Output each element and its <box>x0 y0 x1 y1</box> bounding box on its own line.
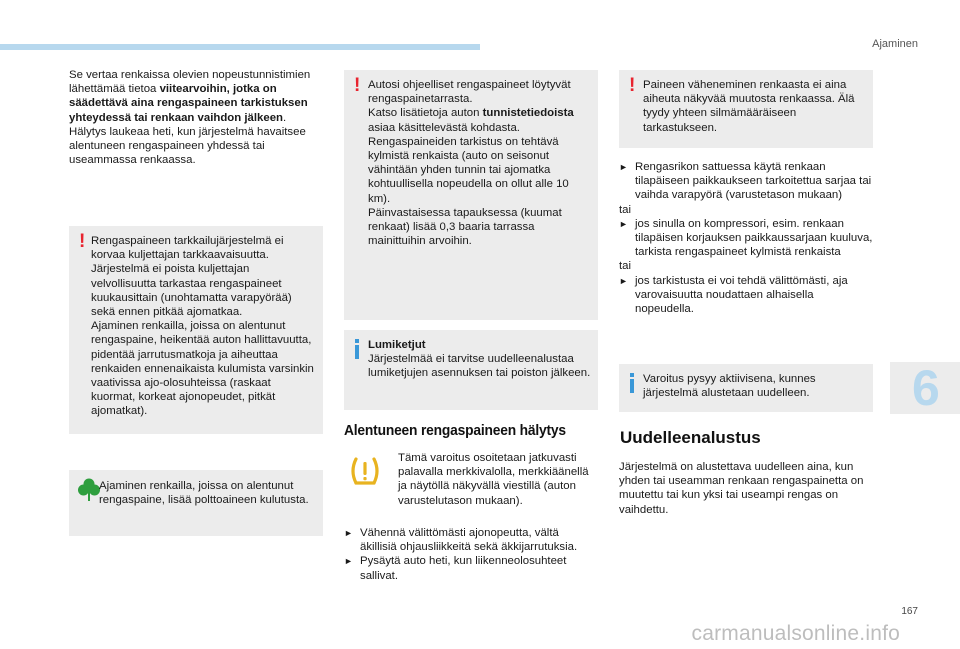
tyre-pressure-warning-icon <box>348 456 382 488</box>
section-title: Ajaminen <box>872 38 918 50</box>
warning-box-monitoring: ! Rengaspaineen tarkkailujärjestelmä ei korvaa kuljettajan tarkkaavaisuutta. Järjestelmä ei poista kuljettajan velvollisuutta tarkastaa rengaspaineet kuukausittain (unohtamatta varapyörää) sekä ennen pitkää ajomatkaa. Ajaminen renkailla, joissa on alentunut rengaspaine, heikentää auton hallittavuutta, pidentää jarrutusmatkoja ja aiheuttaa renkaiden ennenaikaista kulumista varsinkin vaativissa ajo-olosuhteissa (raskaat kuormat, korkeat ajonopeudet, pitkät ajomatkat). <box>69 226 323 434</box>
heading-low-pressure-alert: Alentuneen rengaspaineen hälytys <box>344 422 566 439</box>
eco-leaf-icon <box>78 478 100 502</box>
page-number: 167 <box>901 606 918 617</box>
list-item: ► Pysäytä auto heti, kun liikenneolosuhteet sallivat. <box>344 555 567 582</box>
warning-box-pressures: ! Autosi ohjeelliset rengaspaineet löytyvät rengaspainetarrasta. Katso lisätietoja auton tunnistetiedoista asiaa käsittelevästä kohdasta. Rengaspaineiden tarkistus on tehtävä kylmistä renkaista (auto on seisonut vähintään yhden tunnin tai ajomatka kohtuullisella nopeudella on ollut alle 10 km). Päinvastaisessa tapauksessa (kuumat renkaat) lisää 0,3 baaria tarrassa mainittuihin arvoihin. <box>344 70 598 320</box>
warning-exclamation-icon: ! <box>354 75 361 96</box>
chapter-tab: 6 <box>890 362 960 414</box>
reset-paragraph: Järjestelmä on alustettava uudelleen aina, kun yhden tai useamman renkaan rengaspainetta on muutettu tai kun yksi tai useampi rengas on vaihdettu. <box>619 461 864 516</box>
info-box-snow-chains: Lumiketjut Järjestelmää ei tarvitse uudelleenalustaa lumiketjujen asennuksen tai poiston jälkeen. <box>344 330 598 410</box>
info-icon <box>630 373 634 393</box>
puncture-options-list: ► Rengasrikon sattuessa käytä renkaan tilapäiseen paikkaukseen tarkoitettua sarjaa tai vaihda varapyörä (varustetason mukaan) tai ► jos sinulla on kompressori, esim. renkaan tilapäisen korjauksen paikkaussarjaan kuuluva, tarkista rengaspaineet kylmistä renkaista tai ► jos tarkistusta ei voi tehdä välittömästi, aja varovaisuutta noudattaen alhaisella nopeudella. <box>619 160 875 316</box>
list-item: ► Rengasrikon sattuessa käytä renkaan tilapäiseen paikkaukseen tarkoitettua sarjaa tai vaihda varapyörä (varustetason mukaan) <box>619 161 872 202</box>
arrow-bullet-icon: ► <box>619 275 628 286</box>
alert-actions-list <box>344 526 598 583</box>
arrow-bullet-icon: ► <box>619 218 628 229</box>
warning-exclamation-icon: ! <box>629 75 636 96</box>
intro-paragraph: Se vertaa renkaissa olevien nopeustunnistimien lähettämää tietoa viitearvoihin, jotka on säädettävä aina rengaspaineen tarkistuksen yhteydessä tai renkaan vaihdon jälkeen. Hälytys laukeaa heti, kun järjestelmä havaitsee alentuneen rengaspaineen yhdessä tai useammassa renkaassa. <box>69 69 311 167</box>
watermark: carmanualsonline.info <box>691 622 900 645</box>
heading-reset: Uudelleenalustus <box>620 428 761 447</box>
arrow-bullet-icon: ► <box>344 528 353 538</box>
alert-description: Tämä varoitus osoitetaan jatkuvasti palavalla merkkivalolla, merkkiäänellä ja näytöllä näkyvällä viestillä (auton varustelutason mukaan). <box>398 452 589 507</box>
info-icon <box>355 339 359 359</box>
info-box-alert-active: Varoitus pysyy aktiivisena, kunnes järjestelmä alustetaan uudelleen. <box>619 364 873 412</box>
list-item: ► jos sinulla on kompressori, esim. renkaan tilapäisen korjauksen paikkaussarjaan kuuluva, tarkista rengaspaineet kylmistä renkaista <box>619 217 873 259</box>
top-accent-bar <box>0 44 480 50</box>
list-item: ► Vähennä välittömästi ajonopeutta, vältä äkillisiä ohjausliikkeitä sekä äkkijarrutuksia. <box>344 527 578 554</box>
arrow-bullet-icon: ► <box>619 162 628 172</box>
warning-exclamation-icon: ! <box>79 231 86 252</box>
eco-note-box: Ajaminen renkailla, joissa on alentunut rengaspaine, lisää polttoaineen kulutusta. <box>69 470 323 536</box>
warning-box-visual-check: ! Paineen väheneminen renkaasta ei aina aiheuta näkyvää muutosta renkaassa. Älä tyydy yhteen silmämääräiseen tarkastukseen. <box>619 70 873 148</box>
arrow-bullet-icon: ► <box>344 556 353 567</box>
list-item: ► jos tarkistusta ei voi tehdä välittömästi, aja varovaisuutta noudattaen alhaisella nopeudella. <box>619 274 848 316</box>
